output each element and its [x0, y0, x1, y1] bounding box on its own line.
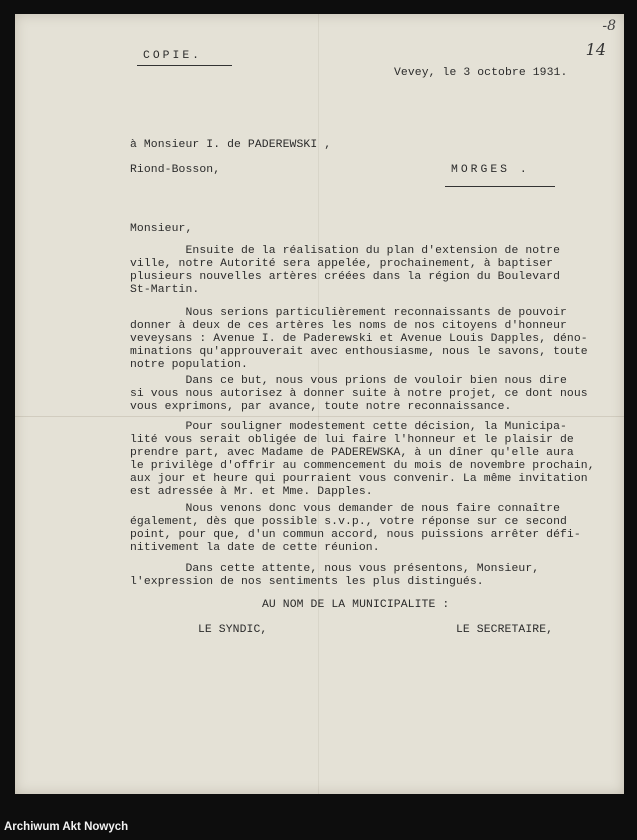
place-date: Vevey, le 3 octobre 1931. — [394, 67, 568, 79]
handwritten-page-number: 14 — [585, 40, 606, 59]
fold-line — [15, 416, 624, 417]
signature-heading: AU NOM DE LA MUNICIPALITE : — [262, 599, 450, 611]
signature-secretaire: LE SECRETAIRE, — [456, 624, 554, 636]
body-line: Nous venons donc vous demander de nous faire connaître — [130, 503, 561, 515]
body-line: notre population. — [130, 359, 248, 371]
body-line: St-Martin. — [130, 284, 200, 296]
letter-page — [15, 14, 624, 794]
body-line: l'expression de nos sentiments les plus distingués. — [130, 576, 484, 588]
recipient-city: MORGES . — [451, 164, 530, 176]
salutation: Monsieur, — [130, 223, 193, 235]
copy-underline — [137, 65, 232, 66]
body-line: si vous nous autorisez à donner suite à notre projet, ce dont nous — [130, 388, 588, 400]
body-line: Dans cette attente, nous vous présentons, Monsieur, — [130, 563, 540, 575]
body-line: prendre part, avec Madame de PADEREWSKA, à un dîner qu'elle aura — [130, 447, 574, 459]
body-line: aux jour et heure qui pourraient vous convenir. La même invitation — [130, 473, 588, 485]
body-line: également, dès que possible s.v.p., votre réponse sur ce second — [130, 516, 567, 528]
body-line: plusieurs nouvelles artères créées dans la région du Boulevard — [130, 271, 561, 283]
body-line: veveysans : Avenue I. de Paderewski et Avenue Louis Dapples, déno- — [130, 333, 588, 345]
recipient-name: à Monsieur I. de PADEREWSKI , — [130, 139, 332, 151]
body-line: vous exprimons, par avance, toute notre reconnaissance. — [130, 401, 512, 413]
copy-label: COPIE. — [143, 50, 203, 62]
signature-syndic: LE SYNDIC, — [198, 624, 268, 636]
body-line: Ensuite de la réalisation du plan d'extension de notre — [130, 245, 561, 257]
body-line: point, pour que, d'un commun accord, nous puissions arrêter défi- — [130, 529, 581, 541]
body-line: le privilège d'offrir au commencement du mois de novembre prochain, — [130, 460, 595, 472]
body-line: nitivement la date de cette réunion. — [130, 542, 380, 554]
archive-credit: Archiwum Akt Nowych — [4, 821, 129, 833]
body-line: donner à deux de ces artères les noms de nos citoyens d'honneur — [130, 320, 567, 332]
city-underline — [445, 186, 555, 187]
body-line: Dans ce but, nous vous prions de vouloir bien nous dire — [130, 375, 567, 387]
body-line: est adressée à Mr. et Mme. Dapples. — [130, 486, 373, 498]
handwritten-mark: -8 — [602, 18, 616, 34]
body-line: Nous serions particulièrement reconnaissants de pouvoir — [130, 307, 567, 319]
body-line: ville, notre Autorité sera appelée, prochainement, à baptiser — [130, 258, 554, 270]
body-line: lité vous serait obligée de lui faire l'honneur et le plaisir de — [130, 434, 574, 446]
body-line: minations qu'approuverait avec enthousiasme, nous le savons, toute — [130, 346, 588, 358]
body-line: Pour souligner modestement cette décision, la Municipa- — [130, 421, 567, 433]
recipient-address: Riond-Bosson, — [130, 164, 221, 176]
